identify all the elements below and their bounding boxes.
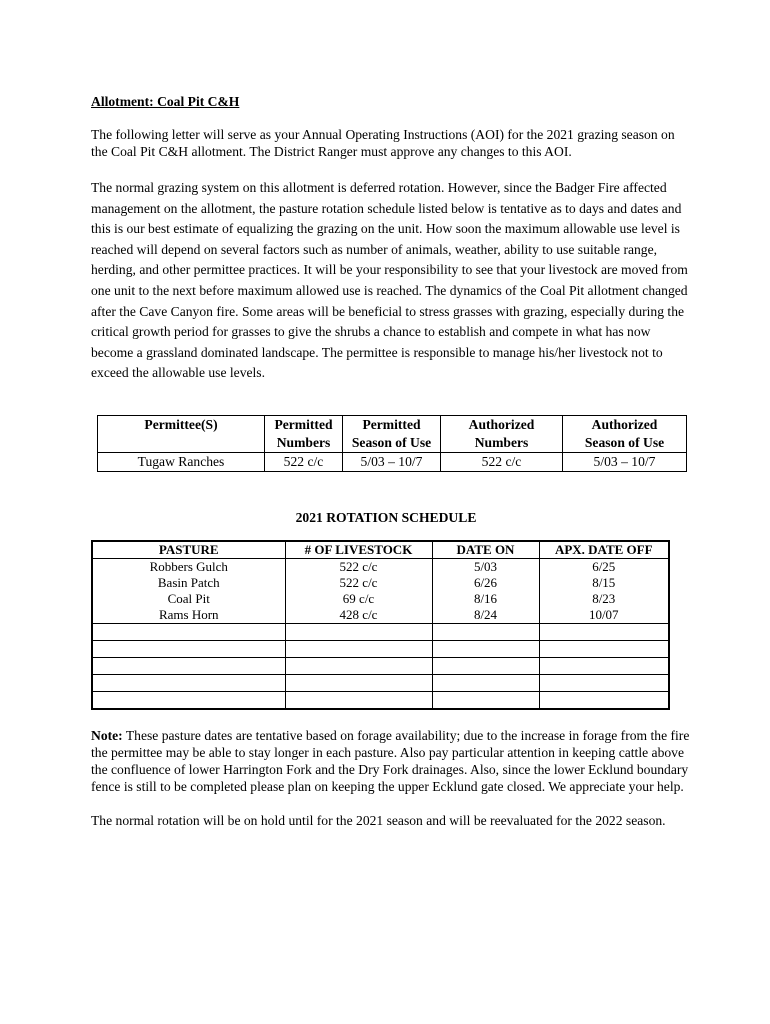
- schedule-row: [92, 591, 669, 607]
- intro-paragraph: The following letter will serve as your Annual Operating Instructions (AOI) for the 2021 grazing season on the Coal Pit C&H allotment. The District Ranger must approve any changes to this AOI.: [91, 127, 675, 159]
- empty-cell: [92, 623, 285, 640]
- livestock-cell: 522 c/c: [285, 558, 432, 575]
- permit-header-cell: Authorized Season of Use: [563, 415, 687, 452]
- date-off-cell: 6/25: [539, 558, 669, 575]
- permit-header-cell: Permitted Numbers: [265, 415, 343, 452]
- date-off-cell: 10/07: [539, 607, 669, 624]
- schedule-header-cell: PASTURE: [92, 541, 285, 559]
- schedule-header-row: [92, 541, 669, 559]
- permit-table-wrapper: [91, 415, 691, 473]
- empty-cell: [285, 640, 432, 657]
- empty-cell: [539, 674, 669, 691]
- permit-header-cell: Authorized Numbers: [441, 415, 563, 452]
- empty-cell: [432, 657, 539, 674]
- empty-cell: [432, 691, 539, 709]
- pasture-cell: Robbers Gulch: [92, 558, 285, 575]
- rotation-schedule-table: [91, 540, 670, 710]
- date-off-cell: 8/23: [539, 591, 669, 607]
- authorized-season-cell: 5/03 – 10/7: [563, 452, 687, 471]
- empty-cell: [285, 657, 432, 674]
- empty-cell: [285, 623, 432, 640]
- schedule-row: [92, 575, 669, 591]
- empty-cell: [432, 623, 539, 640]
- empty-cell: [92, 640, 285, 657]
- date-on-cell: 8/24: [432, 607, 539, 624]
- date-on-cell: 6/26: [432, 575, 539, 591]
- permit-table: [97, 415, 687, 472]
- schedule-header-cell: # OF LIVESTOCK: [285, 541, 432, 559]
- date-on-cell: 8/16: [432, 591, 539, 607]
- empty-cell: [92, 657, 285, 674]
- empty-cell: [285, 691, 432, 709]
- grazing-system-paragraph: The normal grazing system on this allotment is deferred rotation. However, since the Badger Fire affected management on the allotment, the pasture rotation schedule listed below is tentative as to days and dates and this is our best estimate of equalizing the grazing on the unit. How soon the maximum allowable use level is reached will depend on several factors such as number of animals, weather, ability to use suitable range, herding, and other permittee practices. It will be your responsibility to see that your livestock are moved from one unit to the next before maximum allowed use is reached. The dynamics of the Coal Pit allotment changed after the Cave Canyon fire. Some areas will be beneficial to stress grasses with grazing, especially during the critical growth period for grasses to give the shrubs a chance to establish and compete in what has now become a grassland dominated landscape. The permittee is responsible to manage his/her livestock not to exceed the allowable use levels.: [91, 180, 688, 381]
- livestock-cell: 69 c/c: [285, 591, 432, 607]
- permitted-season-cell: 5/03 – 10/7: [343, 452, 441, 471]
- schedule-title: 2021 ROTATION SCHEDULE: [295, 509, 477, 525]
- schedule-header-cell: APX. DATE OFF: [539, 541, 669, 559]
- final-paragraph: The normal rotation will be on hold until for the 2021 season and will be reevaluated for the 2022 season.: [91, 812, 666, 828]
- date-off-cell: 8/15: [539, 575, 669, 591]
- schedule-empty-row: [92, 657, 669, 674]
- permit-header-cell: Permittee(S): [98, 415, 265, 452]
- document-page: [91, 93, 691, 829]
- schedule-empty-row: [92, 691, 669, 709]
- livestock-cell: 522 c/c: [285, 575, 432, 591]
- empty-cell: [92, 691, 285, 709]
- schedule-row: [92, 558, 669, 575]
- empty-cell: [432, 640, 539, 657]
- empty-cell: [539, 657, 669, 674]
- permit-table-header: [98, 415, 687, 452]
- permittee-cell: Tugaw Ranches: [98, 452, 265, 471]
- note-text: These pasture dates are tentative based on forage availability; due to the increase in forage from the fire the permittee may be able to stay longer in each pasture. Also pay particular attention in keeping cattle above the confluence of lower Harrington Fork and the Dry Fork drainages. Also, since the lower Ecklund boundary fence is still to be completed please plan on keeping the upper Ecklund gate closed. We appreciate your help.: [91, 727, 690, 794]
- livestock-cell: 428 c/c: [285, 607, 432, 624]
- schedule-header-cell: DATE ON: [432, 541, 539, 559]
- pasture-cell: Coal Pit: [92, 591, 285, 607]
- empty-cell: [539, 640, 669, 657]
- schedule-empty-row: [92, 674, 669, 691]
- permit-header-cell: Permitted Season of Use: [343, 415, 441, 452]
- date-on-cell: 5/03: [432, 558, 539, 575]
- schedule-empty-row: [92, 623, 669, 640]
- empty-cell: [92, 674, 285, 691]
- allotment-heading: Allotment: Coal Pit C&H: [91, 94, 240, 109]
- pasture-cell: Rams Horn: [92, 607, 285, 624]
- schedule-row: [92, 607, 669, 624]
- empty-cell: [539, 691, 669, 709]
- note-paragraph: [91, 727, 691, 795]
- permitted-numbers-cell: 522 c/c: [265, 452, 343, 471]
- note-label: Note:: [91, 727, 123, 743]
- schedule-empty-row: [92, 640, 669, 657]
- empty-cell: [432, 674, 539, 691]
- pasture-cell: Basin Patch: [92, 575, 285, 591]
- permit-table-row: [98, 452, 687, 471]
- empty-cell: [539, 623, 669, 640]
- authorized-numbers-cell: 522 c/c: [441, 452, 563, 471]
- empty-cell: [285, 674, 432, 691]
